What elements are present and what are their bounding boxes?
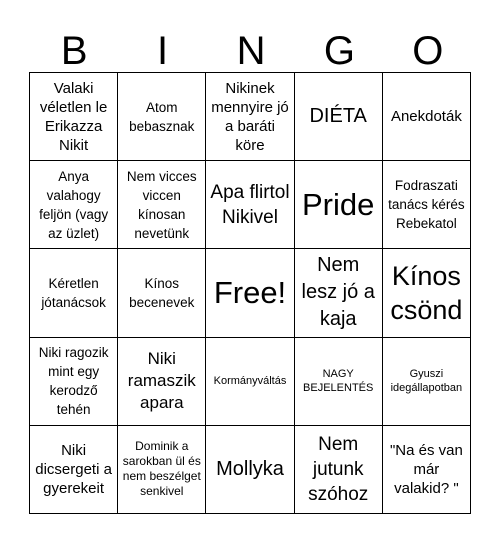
cell-text: Kínos becenevek: [129, 275, 195, 310]
bingo-cell[interactable]: [30, 426, 118, 514]
cell-text: Mollyka: [216, 457, 284, 480]
bingo-cell[interactable]: [383, 73, 471, 161]
cell-text: Nem vicces viccen kínosan nevetünk: [126, 168, 197, 241]
bingo-cell[interactable]: [118, 161, 206, 249]
bingo-cell[interactable]: [383, 249, 471, 337]
cell-text: Valaki véletlen le Erikazza Nikit: [39, 79, 108, 154]
cell-text: Niki ragozik mint egy kerodző tehén: [38, 345, 109, 418]
bingo-cell[interactable]: [206, 161, 294, 249]
bingo-cell[interactable]: [118, 73, 206, 161]
bingo-cell[interactable]: [118, 426, 206, 514]
cell-text: Nem jutunk szóhoz: [308, 433, 369, 505]
cell-text: Fodraszati tanács kérés Rebekatol: [388, 178, 465, 232]
cell-text: Kínos csönd: [390, 260, 463, 325]
free-space-text: Free!: [213, 274, 287, 310]
cell-text: NAGY BEJELENTÉS: [303, 368, 374, 395]
bingo-cell[interactable]: [30, 338, 118, 426]
bingo-cell[interactable]: [383, 426, 471, 514]
cell-text: Niki ramaszik apara: [127, 349, 196, 413]
cell-text: Apa flirtol Nikivel: [210, 181, 290, 228]
cell-text: Dominik a sarokban ül és nem beszélget senkivel: [122, 439, 201, 499]
cell-text: Gyuszi idegállapotban: [390, 368, 463, 395]
bingo-header: [30, 28, 472, 74]
bingo-cell[interactable]: [295, 249, 383, 337]
cell-text: Atom bebasznak: [129, 99, 195, 134]
bingo-cell[interactable]: [30, 73, 118, 161]
header-letter-b: B: [60, 29, 88, 73]
bingo-cell[interactable]: [295, 161, 383, 249]
cell-text: DIÉTA: [309, 105, 367, 128]
cell-text: Nem lesz jó a kaja: [301, 254, 375, 331]
bingo-cell[interactable]: [295, 73, 383, 161]
bingo-cell[interactable]: [383, 338, 471, 426]
cell-text: Anya valahogy feljön (vagy az üzlet): [39, 168, 109, 241]
cell-text: Kormányváltás: [213, 375, 287, 388]
cell-text: Anekdoták: [390, 108, 462, 126]
bingo-grid: [29, 72, 471, 514]
bingo-cell[interactable]: [118, 249, 206, 337]
header-letter-g: G: [323, 29, 355, 73]
bingo-cell[interactable]: [295, 426, 383, 514]
cell-text: Kéretlen jótanácsok: [41, 275, 106, 310]
bingo-cell[interactable]: [206, 73, 294, 161]
cell-text: Niki dicsergeti a gyerekeit: [35, 441, 112, 497]
header-letter-i: I: [157, 29, 169, 73]
cell-text: "Na és van már valakid? ": [389, 441, 463, 497]
header-letter-n: N: [236, 29, 266, 73]
header-letter-o: O: [412, 29, 444, 73]
cell-text: Pride: [302, 186, 375, 222]
bingo-cell[interactable]: [206, 426, 294, 514]
bingo-cell[interactable]: [118, 338, 206, 426]
cell-text: Nikinek mennyire jó a baráti köre: [211, 79, 289, 154]
bingo-cell[interactable]: [383, 161, 471, 249]
bingo-cell[interactable]: [30, 249, 118, 337]
bingo-cell[interactable]: [30, 161, 118, 249]
bingo-cell[interactable]: [295, 338, 383, 426]
free-space-cell[interactable]: [206, 249, 294, 337]
bingo-cell[interactable]: [206, 338, 294, 426]
